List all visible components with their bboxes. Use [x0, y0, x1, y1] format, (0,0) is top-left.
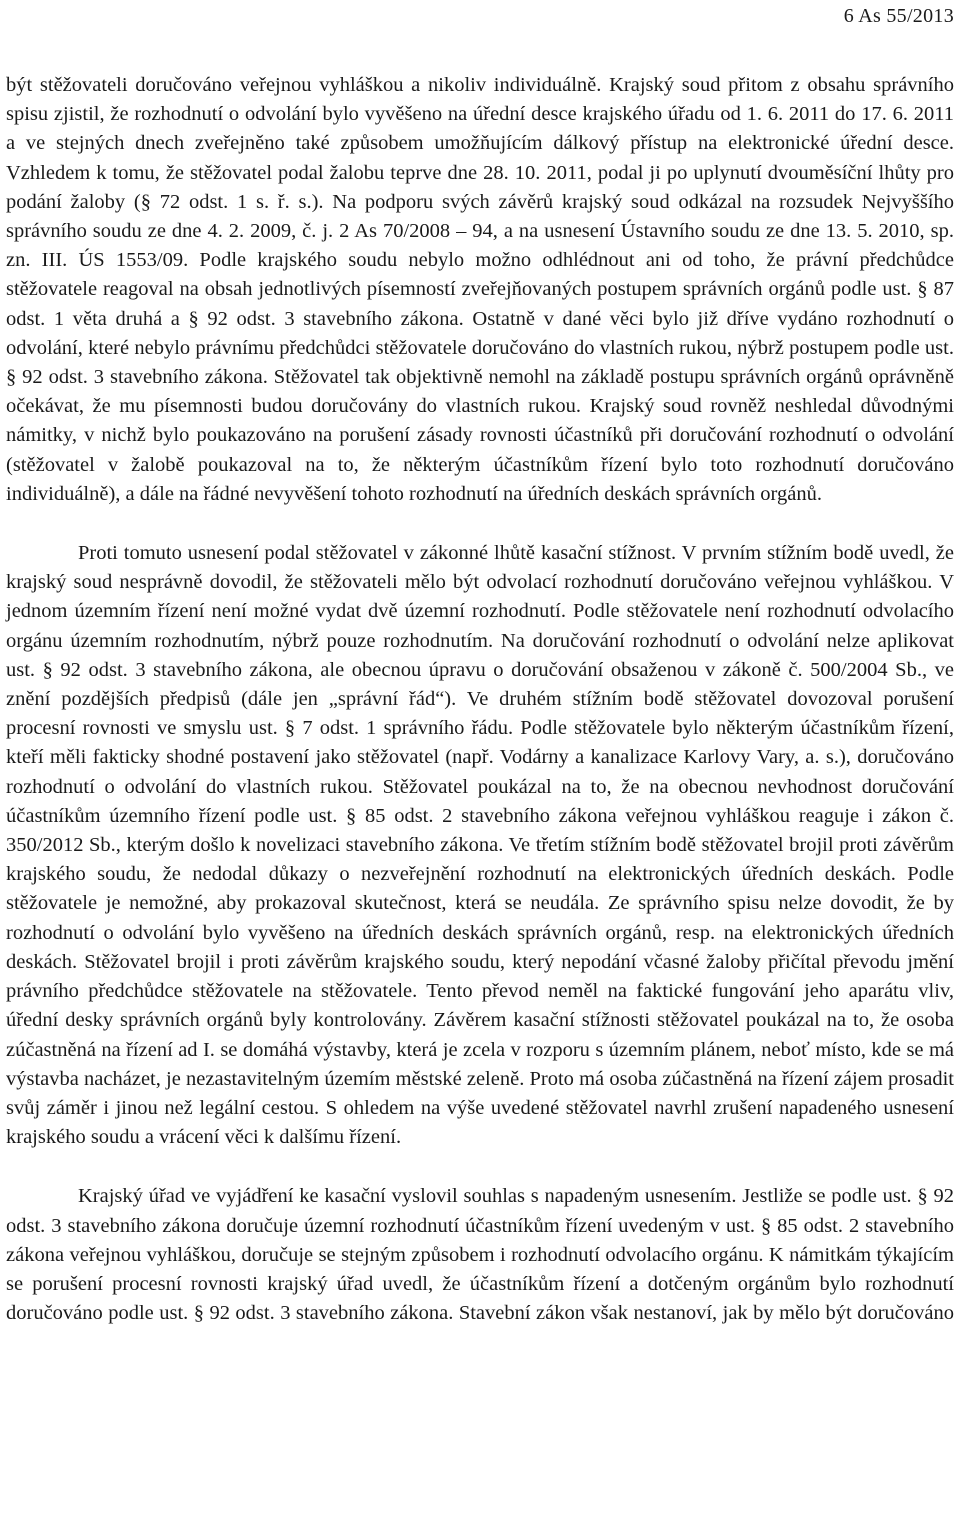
document-body [6, 71, 954, 1328]
paragraph-regional-court-reasoning: být stěžovateli doručováno veřejnou vyhláškou a nikoliv individuálně. Krajský soud přitom z obsahu správního spisu zjistil, že rozhodnutí o odvolání bylo vyvěšeno na úřední desce krajského úřadu od 1. 6. 2011 do 17. 6. 2011 a ve stejných dnech zveřejněno také způsobem umožňujícím dálkový přístup na elektronické úřední desce. Vzhledem k tomu, že stěžovatel podal žalobu teprve dne 28. 10. 2011, podal ji po uplynutí dvouměsíční lhůty pro podání žaloby (§ 72 odst. 1 s. ř. s.). Na podporu svých závěrů krajský soud odkázal na rozsudek Nejvyššího správního soudu ze dne 4. 2. 2009, č. j. 2 As 70/2008 – 94, a na usnesení Ústavního soudu ze dne 13. 5. 2010, sp. zn. III. ÚS 1553/09. Podle krajského soudu nebylo možno odhlédnout ani od toho, že právní předchůdce stěžovatele reagoval na obsah jednotlivých písemností zveřejňovaných postupem správních orgánů podle ust. § 87 odst. 1 věta druhá a § 92 odst. 3 stavebního zákona. Ostatně v dané věci bylo již dříve vydáno rozhodnutí o odvolání, které nebylo právnímu předchůdci stěžovatele doručováno do vlastních rukou, nýbrž postupem podle ust. § 92 odst. 3 stavebního zákona. Stěžovatel tak objektivně nemohl na základě postupu správních orgánů oprávněně očekávat, že mu písemnosti budou doručovány do vlastních rukou. Krajský soud rovněž neshledal důvodnými námitky, v nichž bylo poukazováno na porušení zásady rovnosti účastníků při doručování rozhodnutí o odvolání (stěžovatel v žalobě poukazoval na to, že některým účastníkům řízení bylo toto rozhodnutí doručováno individuálně), a dále na řádné nevyvěšení tohoto rozhodnutí na úředních deskách správních orgánů. [6, 74, 954, 505]
page-header-case-number: 6 As 55/2013 [843, 5, 954, 27]
paragraph-cassation-complaint: Proti tomuto usnesení podal stěžovatel v zákonné lhůtě kasační stížnost. V prvním stížním bodě uvedl, že krajský soud nesprávně dovodil, že stěžovateli mělo být odvolací rozhodnutí doručováno veřejnou vyhláškou. V jednom územním řízení není možné vydat dvě územní rozhodnutí. Podle stěžovatele není rozhodnutí odvolacího orgánu územním rozhodnutím, nýbrž pouze rozhodnutím. Na doručování rozhodnutí o odvolání nelze aplikovat ust. § 92 odst. 3 stavebního zákona, ale obecnou úpravu o doručování obsaženou v zákoně č. 500/2004 Sb., ve znění pozdějších předpisů (dále jen „správní řád“). Ve druhém stížním bodě stěžovatel dovozoval porušení procesní rovnosti ve smyslu ust. § 7 odst. 1 správního řádu. Podle stěžovatele bylo některým účastníkům řízení, kteří měli fakticky shodné postavení jako stěžovatel (např. Vodárny a kanalizace Karlovy Vary, a. s.), doručováno rozhodnutí o odvolání do vlastních rukou. Stěžovatel poukázal na to, že na obecnou nevhodnost doručování účastníkům územního řízení podle ust. § 85 odst. 2 stavebního zákona veřejnou vyhláškou reaguje i zákon č. 350/2012 Sb., kterým došlo k novelizaci stavebního zákona. Ve třetím stížním bodě stěžovatel brojil proti závěrům krajského soudu, že nedodal důkazy o nezveřejnění rozhodnutí na elektronických úředních deskách. Podle stěžovatele je nemožné, aby prokazoval skutečnost, která se neudála. Ze správního spisu nelze dovodit, že by rozhodnutí o odvolání bylo vyvěšeno na úředních deskách správních orgánů, resp. na elektronických úředních deskách. Stěžovatel brojil i proti závěrům krajského soudu, který nepodání včasné žaloby přičítal převodu jmění právního předchůdce stěžovatele na stěžovatele. Tento převod neměl na faktické fungování jeho aparátu vliv, úřední desky správních orgánů byly kontrolovány. Závěrem kasační stížnosti stěžovatel poukázal na to, že osoba zúčastněná na řízení ad I. se domáhá výstavby, která je zcela v rozporu s územním plánem, neboť místo, kde se má výstavba nacházet, je nezastavitelným územím městské zeleně. Proto má osoba zúčastněná na řízení zájem prosadit svůj záměr i jinou než legální cestou. S ohledem na výše uvedené stěžovatel navrhl zrušení napadeného usnesení krajského soudu a vrácení věci k dalšímu řízení. [6, 542, 954, 1149]
paragraph-regional-office-statement: Krajský úřad ve vyjádření ke kasační vyslovil souhlas s napadeným usnesením. Jestliže se podle ust. § 92 odst. 3 stavebního zákona doručuje územní rozhodnutí účastníkům řízení uvedeným v ust. § 85 odst. 2 stavebního zákona veřejnou vyhláškou, doručuje se stejným způsobem i rozhodnutí odvolacího orgánu. K námitkám týkajícím se porušení procesní rovnosti krajský úřad uvedl, že účastníkům řízení a dotčeným orgánům bylo rozhodnutí doručováno podle ust. § 92 odst. 3 stavebního zákona. Stavební zákon však nestanoví, jak by mělo být doručováno [6, 1185, 954, 1325]
